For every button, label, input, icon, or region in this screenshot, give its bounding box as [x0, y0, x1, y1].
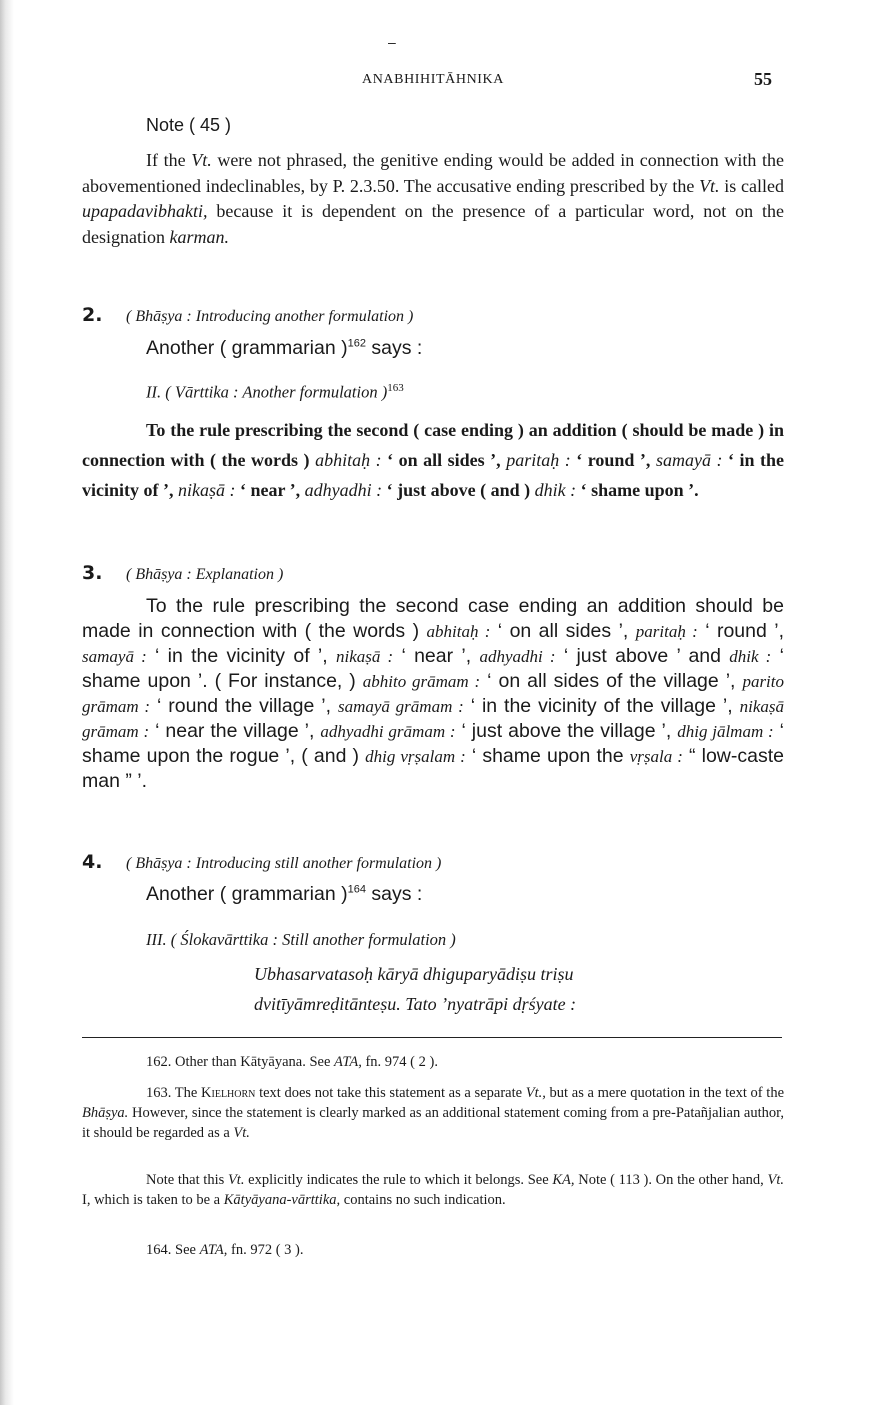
italic-term: abhitaḥ : — [426, 622, 491, 641]
text-run: ‘ in the vicinity of ’, — [146, 645, 336, 667]
section-2-title: ( Bhāṣya : Introducing another formulation ) — [126, 308, 414, 325]
section-2-number: 2. — [82, 304, 103, 326]
text-run: ‘ near the village ’, — [149, 720, 321, 742]
text-run: ‘ shame upon ’. — [576, 480, 699, 500]
italic-term: abhitaḥ : — [315, 450, 382, 470]
footnote-ref-164: 164 — [347, 883, 366, 896]
varttika-ii-title: II. ( Vārttika : Another formulation ) — [146, 382, 388, 402]
italic-term: vṛṣala : — [629, 747, 683, 766]
italic-term: nikaṣā : — [178, 480, 236, 500]
section-4-heading — [82, 851, 784, 873]
text-run: ‘ shame upon the — [465, 745, 630, 767]
text-run: ‘ round the village ’, — [150, 695, 338, 717]
scan-edge-shadow — [0, 0, 14, 1405]
footnote-rule — [82, 1037, 782, 1038]
text-run: Note that this — [146, 1172, 228, 1188]
text-run: ‘ near ’, — [235, 480, 305, 500]
section-2-heading — [82, 304, 784, 326]
text-run: ‘ just above the village ’, — [455, 720, 678, 742]
section-3-number: 3. — [82, 562, 103, 584]
page-number: 55 — [754, 69, 772, 89]
italic-term: adhyadhi : — [304, 480, 383, 500]
italic-term: nikaṣā : — [335, 647, 394, 666]
text-run: 164. See — [146, 1242, 200, 1258]
text-run: ‘ just above ( and ) — [382, 480, 535, 500]
text-run: ‘ shame upon the rogue ’, ( and ) — [82, 720, 784, 767]
slokavarttika-iii-heading: III. ( Ślokavārttika : Still another formulation ) — [146, 930, 456, 949]
text-run: fn. 974 ( 2 ). — [361, 1054, 438, 1070]
italic-term: paritaḥ : — [635, 622, 698, 641]
italic-term: KA, — [552, 1172, 575, 1188]
footnote-164 — [82, 1240, 784, 1260]
italic-term: Kātyāyana-vārttika, — [223, 1192, 341, 1208]
footnote-163-note — [82, 1170, 784, 1210]
book-page — [82, 0, 784, 1405]
running-head — [82, 69, 784, 96]
italic-term: adhyadhi grāmam : — [320, 722, 456, 741]
italic-term: dhig vṛṣalam : — [365, 747, 466, 766]
italic-term: Vt., — [525, 1085, 546, 1101]
says-text: Another ( grammarian ) — [146, 883, 348, 905]
italic-term: samayā grāmam : — [337, 697, 464, 716]
text-run: ‘ in the vicinity of the village ’, — [463, 695, 740, 717]
section-4-title: ( Bhāṣya : Introducing still another formulation ) — [126, 855, 442, 872]
italic-term: dhig jālmam : — [677, 722, 774, 741]
section-2-says — [146, 337, 848, 360]
varttika-ii-heading — [146, 382, 848, 403]
running-title: ANABHIHITĀHNIKA — [362, 72, 504, 87]
italic-term: Vt. — [227, 1172, 245, 1188]
text-run: ‘ round ’, — [570, 450, 656, 470]
italic-term: ATA, — [199, 1242, 228, 1258]
section-4-number: 4. — [82, 851, 103, 873]
text-run: ‘ on all sides ’, — [381, 450, 507, 470]
italic-term: Vt. — [233, 1125, 250, 1141]
top-mark: – — [388, 34, 396, 50]
footnote-ref-162: 162 — [347, 337, 366, 350]
text-run: ‘ on all sides of the village ’, — [480, 670, 743, 692]
italic-term: paritaḥ : — [506, 450, 571, 470]
footnote-text — [82, 1083, 784, 1143]
italic-term: nikaṣā grāmam : — [82, 697, 784, 741]
italic-term: upapadavibhakti, — [82, 201, 208, 221]
text-run: Kielhorn — [201, 1085, 256, 1101]
text-run: explicitly indicates the rule to which it belongs. See — [244, 1172, 553, 1188]
text-run: “ low-caste man ” ’. — [82, 745, 784, 792]
text-run: contains no such indication. — [340, 1192, 506, 1208]
varttika-ii-text — [82, 415, 784, 505]
italic-term: samayā : — [655, 450, 723, 470]
italic-term: abhito grāmam : — [362, 672, 481, 691]
text-run: ‘ on all sides ’, — [490, 620, 636, 642]
footnote-text — [82, 1240, 784, 1260]
text-run: However, since the statement is clearly marked as an additional statement coming from a pre-Patañjalian author, it should be regarded as a — [82, 1105, 784, 1141]
italic-term: ATA, — [334, 1054, 362, 1070]
text-run: but as a mere quotation in the text of the — [545, 1085, 785, 1101]
says-end: says : — [365, 337, 423, 359]
verse-line-2: dvitīyāmreḍitānteṣu. Tato ’nyatrāpi dṛśyate : — [254, 994, 577, 1014]
italic-term: adhyadhi : — [479, 647, 556, 666]
section-3-title: ( Bhāṣya : Explanation ) — [126, 566, 284, 583]
footnote-163 — [82, 1083, 784, 1143]
text-run: 162. Other than Kātyāyana. See — [146, 1054, 335, 1070]
italic-term: dhik : — [534, 480, 577, 500]
text-run: If the — [146, 150, 192, 170]
verse-line-1: Ubhasarvatasoḥ kāryā dhiguparyādiṣu triṣu — [254, 964, 574, 984]
says-text: Another ( grammarian ) — [146, 337, 348, 359]
text-run: fn. 972 ( 3 ). — [227, 1242, 304, 1258]
italic-term: Vt. — [699, 175, 720, 196]
italic-term: parito grāmam : — [82, 672, 784, 716]
note-paragraph — [82, 148, 784, 250]
says-end: says : — [365, 883, 423, 905]
section-3-paragraph — [82, 594, 784, 794]
text-run: Note ( 113 ). On the other hand, — [574, 1172, 768, 1188]
text-run: ‘ just above ’ and — [555, 645, 730, 667]
text-run: ‘ in the vicinity of ’, — [82, 450, 785, 500]
text-run: I, which is taken to be a — [82, 1192, 224, 1208]
note-heading: Note ( 45 ) — [146, 115, 232, 135]
text-run: is called — [719, 175, 785, 196]
text-run: 163. The — [146, 1085, 202, 1101]
italic-term: dhik : — [729, 647, 772, 666]
text-run: ‘ near ’, — [393, 645, 480, 667]
italic-term: Vt. — [767, 1172, 784, 1188]
text-run: text does not take this statement as a separate — [255, 1085, 526, 1101]
italic-term: karman. — [169, 226, 229, 247]
text-run: ‘ shame upon ’. ( For instance, ) — [82, 645, 784, 692]
section-4-says — [146, 883, 848, 906]
text-run: ‘ round ’, — [697, 620, 785, 642]
footnote-ref-163: 163 — [387, 382, 404, 394]
italic-term: samayā : — [82, 647, 147, 666]
italic-term: Bhāṣya. — [82, 1105, 129, 1121]
section-3-heading — [82, 562, 784, 584]
footnote-162 — [82, 1052, 784, 1072]
text-run: To the rule prescribing the second case ending an addition should be made in connection with ( the words ) — [82, 595, 784, 642]
text-run: because it is dependent on the presence of a particular word, not on the designation — [82, 201, 784, 247]
text-run: were not phrased, the genitive ending would be added in connection with the abovementioned indeclinables, by P. 2.3.50. The accusative ending prescribed by the — [82, 150, 784, 196]
text-run: To the rule prescribing the second ( case ending ) an addition ( should be made ) in connection with ( the words ) — [82, 420, 784, 470]
footnote-text — [82, 1170, 784, 1210]
italic-term: Vt. — [191, 150, 212, 170]
footnote-text — [82, 1052, 784, 1072]
